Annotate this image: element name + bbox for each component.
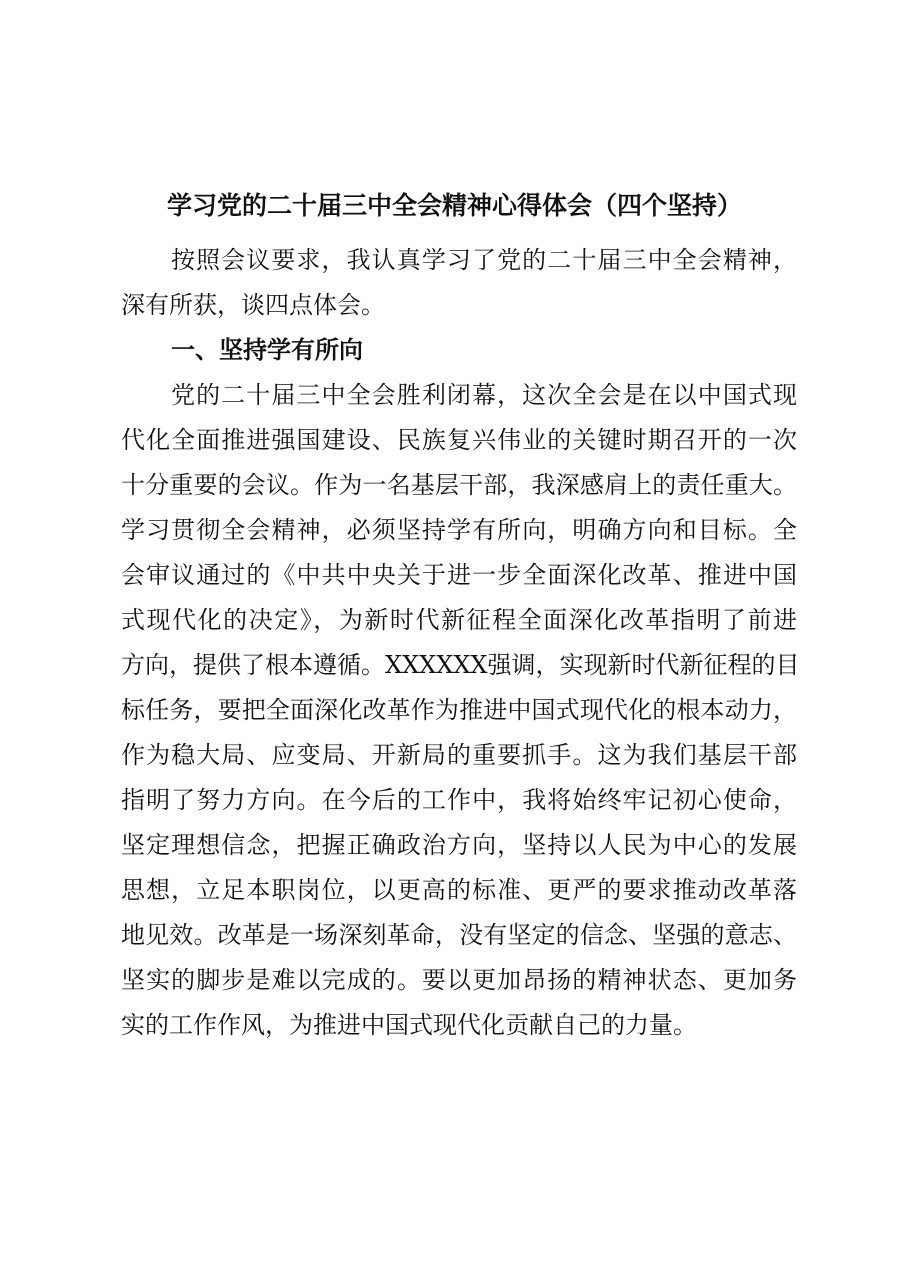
paragraph-line: 思想，立足本职岗位，以更高的标准、更严的要求推动改革落 (121, 876, 797, 904)
paragraph-line: 方向，提供了根本遵循。XXXXXX强调，实现新时代新征程的目 (121, 651, 800, 679)
document-body (121, 238, 800, 1048)
paragraph-line: 地见效。改革是一场深刻革命，没有坚定的信念、坚强的意志、 (121, 921, 797, 949)
paragraph-line: 坚实的脚步是难以完成的。要以更加昂扬的精神状态、更加务 (121, 966, 797, 994)
paragraph-line: 党的二十届三中全会胜利闭幕，这次全会是在以中国式现 (171, 381, 797, 409)
intro-line: 按照会议要求，我认真学习了党的二十届三中全会精神， (171, 246, 797, 274)
intro-line: 深有所获，谈四点体会。 (121, 291, 385, 319)
paragraph-line: 会审议通过的《中共中央关于进一步全面深化改革、推进中国 (121, 561, 797, 589)
document-title: 学习党的二十届三中全会精神心得体会（四个坚持） (166, 191, 742, 220)
paragraph-line: 实的工作作风，为推进中国式现代化贡献自己的力量。 (121, 1011, 697, 1039)
paragraph-line: 标任务，要把全面深化改革作为推进中国式现代化的根本动力， (121, 696, 797, 724)
paragraph-line: 学习贯彻全会精神，必须坚持学有所向，明确方向和目标。全 (121, 516, 797, 544)
paragraph-line: 代化全面推进强国建设、民族复兴伟业的关键时期召开的一次 (121, 426, 797, 454)
paragraph-line: 十分重要的会议。作为一名基层干部，我深感肩上的责任重大。 (121, 471, 797, 499)
paragraph-line: 式现代化的决定》，为新时代新征程全面深化改革指明了前进 (121, 606, 797, 634)
paragraph-line: 坚定理想信念，把握正确政治方向，坚持以人民为中心的发展 (121, 831, 797, 859)
paragraph-line: 作为稳大局、应变局、开新局的重要抓手。这为我们基层干部 (121, 741, 797, 769)
section-heading: 一、坚持学有所向 (171, 336, 363, 364)
paragraph-line: 指明了努力方向。在今后的工作中，我将始终牢记初心使命， (121, 786, 797, 814)
